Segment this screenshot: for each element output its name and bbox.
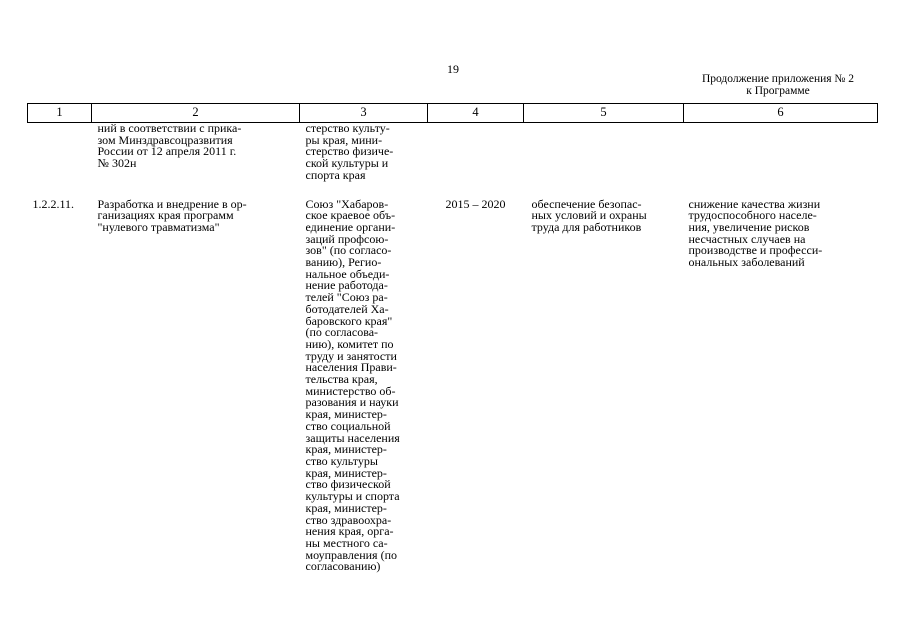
cell-consequences (684, 196, 878, 574)
text-line: ры края, мини- (305, 132, 383, 147)
text-line: разования и науки (305, 395, 399, 410)
text-line: ство социальной (305, 418, 391, 433)
header-cell-2: 2 (92, 104, 300, 123)
cell-executors (300, 196, 428, 574)
text-line: нения края, орга- (305, 524, 394, 539)
text-line: ны местного са- (305, 535, 388, 550)
text-line: ство культуры (305, 453, 378, 468)
text-line: (по согласова- (305, 325, 379, 340)
cell-num (28, 123, 92, 182)
text-line: спорта края (305, 167, 366, 182)
text-line: России от 12 апреля 2011 г. (97, 144, 237, 159)
text-line: ство физической (305, 477, 391, 492)
text-line: баровского края" (305, 313, 393, 328)
text-line: стерство культу- (305, 121, 390, 135)
text-line: снижение качества жизни (688, 196, 821, 211)
text-line: края, министер- (305, 442, 387, 457)
text-line: защиты населения (305, 430, 400, 445)
cell-effect (684, 123, 878, 182)
text-line: нальное объеди- (305, 266, 390, 281)
program-table (27, 103, 878, 573)
text-line: стерство физиче- (305, 144, 394, 159)
text-line: ботодателей Ха- (305, 301, 389, 316)
table-row (28, 199, 878, 574)
text-line: ское краевое объ- (305, 208, 396, 223)
cell-name-continued (92, 123, 300, 182)
text-line: единение органи- (305, 219, 396, 234)
text-line: ональных заболеваний (688, 255, 805, 270)
page-number: 19 (447, 62, 459, 76)
text-line: обеспечение безопас- (531, 196, 642, 211)
continuation-title-line: к Программе (746, 84, 810, 97)
cell-item-number: 1.2.2.11. (32, 196, 75, 211)
text-line: моуправления (по (305, 547, 397, 562)
header-cell-1: 1 (28, 104, 92, 123)
text-line: министерство об- (305, 383, 396, 398)
text-line: Союз "Хабаров- (305, 196, 389, 211)
row-spacer (28, 182, 878, 199)
header-cell-5: 5 (524, 104, 684, 123)
text-line: согласованию) (305, 559, 381, 574)
text-line: тельства края, (305, 372, 378, 387)
cell-executors-continued (300, 123, 428, 182)
text-line: № 302н (97, 156, 137, 171)
cell-measure-name (92, 196, 300, 574)
text-line: нение работода- (305, 278, 388, 293)
header-row (28, 104, 878, 123)
text-line: нию), комитет по (305, 336, 394, 351)
text-line: зом Минздравсоцразвития (97, 132, 233, 147)
table-row-continued (28, 123, 878, 182)
cell-expected-result (524, 196, 684, 574)
text-line: культуры и спорта (305, 489, 400, 504)
text-line: ганизациях края программ (97, 208, 234, 223)
header-cell-4: 4 (428, 104, 524, 123)
text-line: края, министер- (305, 500, 387, 515)
text-line: "нулевого травматизма" (97, 219, 220, 234)
text-line: трудоспособного населе- (688, 208, 817, 223)
text-line: ство здравоохра- (305, 512, 392, 527)
text-line: труда для работников (531, 219, 642, 234)
continuation-title-line: Продолжение приложения № 2 (701, 73, 855, 85)
text-line: ния, увеличение рисков (688, 219, 810, 234)
text-line: заций профсою- (305, 231, 389, 246)
header-cell-6: 6 (684, 104, 878, 123)
text-line: ний в соответствии с прика- (97, 121, 242, 135)
cell-result (524, 123, 684, 182)
text-line: телей "Союз ра- (305, 290, 388, 305)
text-line: ванию), Регио- (305, 255, 382, 270)
text-line: ской культуры и (305, 156, 389, 171)
text-line: Разработка и внедрение в ор- (97, 196, 247, 211)
header-cell-3: 3 (300, 104, 428, 123)
text-line: края, министер- (305, 465, 387, 480)
cell-period (428, 123, 524, 182)
cell-period: 2015 – 2020 (445, 196, 506, 211)
text-line: края, министер- (305, 407, 387, 422)
text-line: ных условий и охраны (531, 208, 647, 223)
continuation-title (688, 74, 868, 97)
text-line: производстве и професси- (688, 243, 823, 258)
text-line: несчастных случаев на (688, 231, 806, 246)
text-line: зов" (по согласо- (305, 243, 392, 258)
text-line: населения Прави- (305, 360, 397, 375)
text-line: труду и занятости (305, 348, 397, 363)
